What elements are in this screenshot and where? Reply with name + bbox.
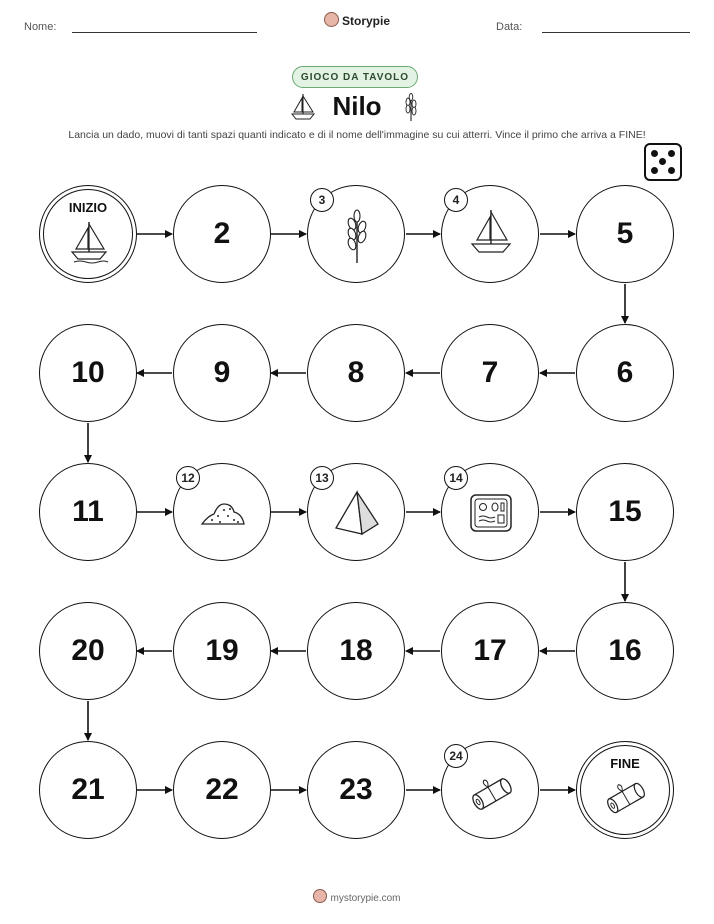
board-space-18 bbox=[307, 602, 405, 700]
space-number: 15 bbox=[608, 495, 642, 528]
instructions: Lancia un dado, muovi di tanti spazi quanti indicato e di il nome dell'immagine su cui atterri. Vince il primo che arriva a FINE! bbox=[68, 129, 646, 141]
start-label: INIZIO bbox=[68, 200, 108, 215]
board-space-22 bbox=[173, 741, 271, 839]
space-number: 22 bbox=[205, 773, 239, 806]
sand-pile-icon bbox=[200, 498, 246, 528]
space-number: 6 bbox=[616, 356, 634, 389]
logo-text: Storypie bbox=[341, 14, 390, 28]
end-label: FINE bbox=[610, 756, 640, 771]
space-number: 7 bbox=[481, 356, 499, 389]
board-space-14 bbox=[441, 463, 539, 561]
sailboat-icon bbox=[469, 208, 513, 258]
board-space-20 bbox=[39, 602, 137, 700]
space-number: 16 bbox=[608, 634, 642, 667]
space-number-badge: 13 bbox=[310, 466, 334, 490]
board-space-12 bbox=[173, 463, 271, 561]
board-space-5 bbox=[576, 185, 674, 283]
board-space-3 bbox=[307, 185, 405, 283]
space-number: 10 bbox=[71, 356, 105, 389]
space-number: 21 bbox=[71, 773, 105, 806]
space-number: 18 bbox=[339, 634, 373, 667]
board-space-9 bbox=[173, 324, 271, 422]
board-space-7 bbox=[441, 324, 539, 422]
sailboat-icon bbox=[68, 220, 110, 264]
space-number-badge: 14 bbox=[444, 466, 468, 490]
space-number: 23 bbox=[339, 773, 373, 806]
space-number: 2 bbox=[213, 217, 231, 250]
bear-icon bbox=[313, 889, 327, 903]
board-space-23 bbox=[307, 741, 405, 839]
footer bbox=[0, 889, 714, 904]
space-number-badge: 4 bbox=[444, 188, 468, 212]
scroll-icon bbox=[468, 774, 516, 814]
board-space-8 bbox=[307, 324, 405, 422]
start-space bbox=[39, 185, 137, 283]
name-label: Nome: bbox=[24, 21, 57, 33]
space-number-badge: 24 bbox=[444, 744, 468, 768]
space-number: 9 bbox=[213, 356, 231, 389]
page-title: Nilo bbox=[332, 91, 382, 121]
space-number: 11 bbox=[72, 495, 104, 528]
space-number: 19 bbox=[205, 634, 239, 667]
wheat-icon bbox=[340, 208, 374, 264]
board-space-17 bbox=[441, 602, 539, 700]
scroll-icon bbox=[603, 778, 649, 818]
end-space bbox=[576, 741, 674, 839]
pyramid-icon bbox=[332, 490, 382, 536]
date-label: Data: bbox=[496, 21, 523, 33]
space-number: 20 bbox=[71, 634, 105, 667]
game-badge: GIOCO DA TAVOLO bbox=[292, 66, 418, 88]
board-space-11 bbox=[39, 463, 137, 561]
space-number: 5 bbox=[616, 217, 634, 250]
board-space-19 bbox=[173, 602, 271, 700]
board-space-10 bbox=[39, 324, 137, 422]
board-space-4 bbox=[441, 185, 539, 283]
board-space-6 bbox=[576, 324, 674, 422]
hieroglyph-icon bbox=[469, 493, 513, 533]
board-space-15 bbox=[576, 463, 674, 561]
space-number-badge: 3 bbox=[310, 188, 334, 212]
space-number: 8 bbox=[347, 356, 365, 389]
space-number-badge: 12 bbox=[176, 466, 200, 490]
board-space-24 bbox=[441, 741, 539, 839]
board-space-2 bbox=[173, 185, 271, 283]
board-space-21 bbox=[39, 741, 137, 839]
board-space-13 bbox=[307, 463, 405, 561]
footer-url[interactable]: mystorypie.com bbox=[330, 893, 401, 904]
board-space-16 bbox=[576, 602, 674, 700]
space-number: 17 bbox=[473, 634, 507, 667]
